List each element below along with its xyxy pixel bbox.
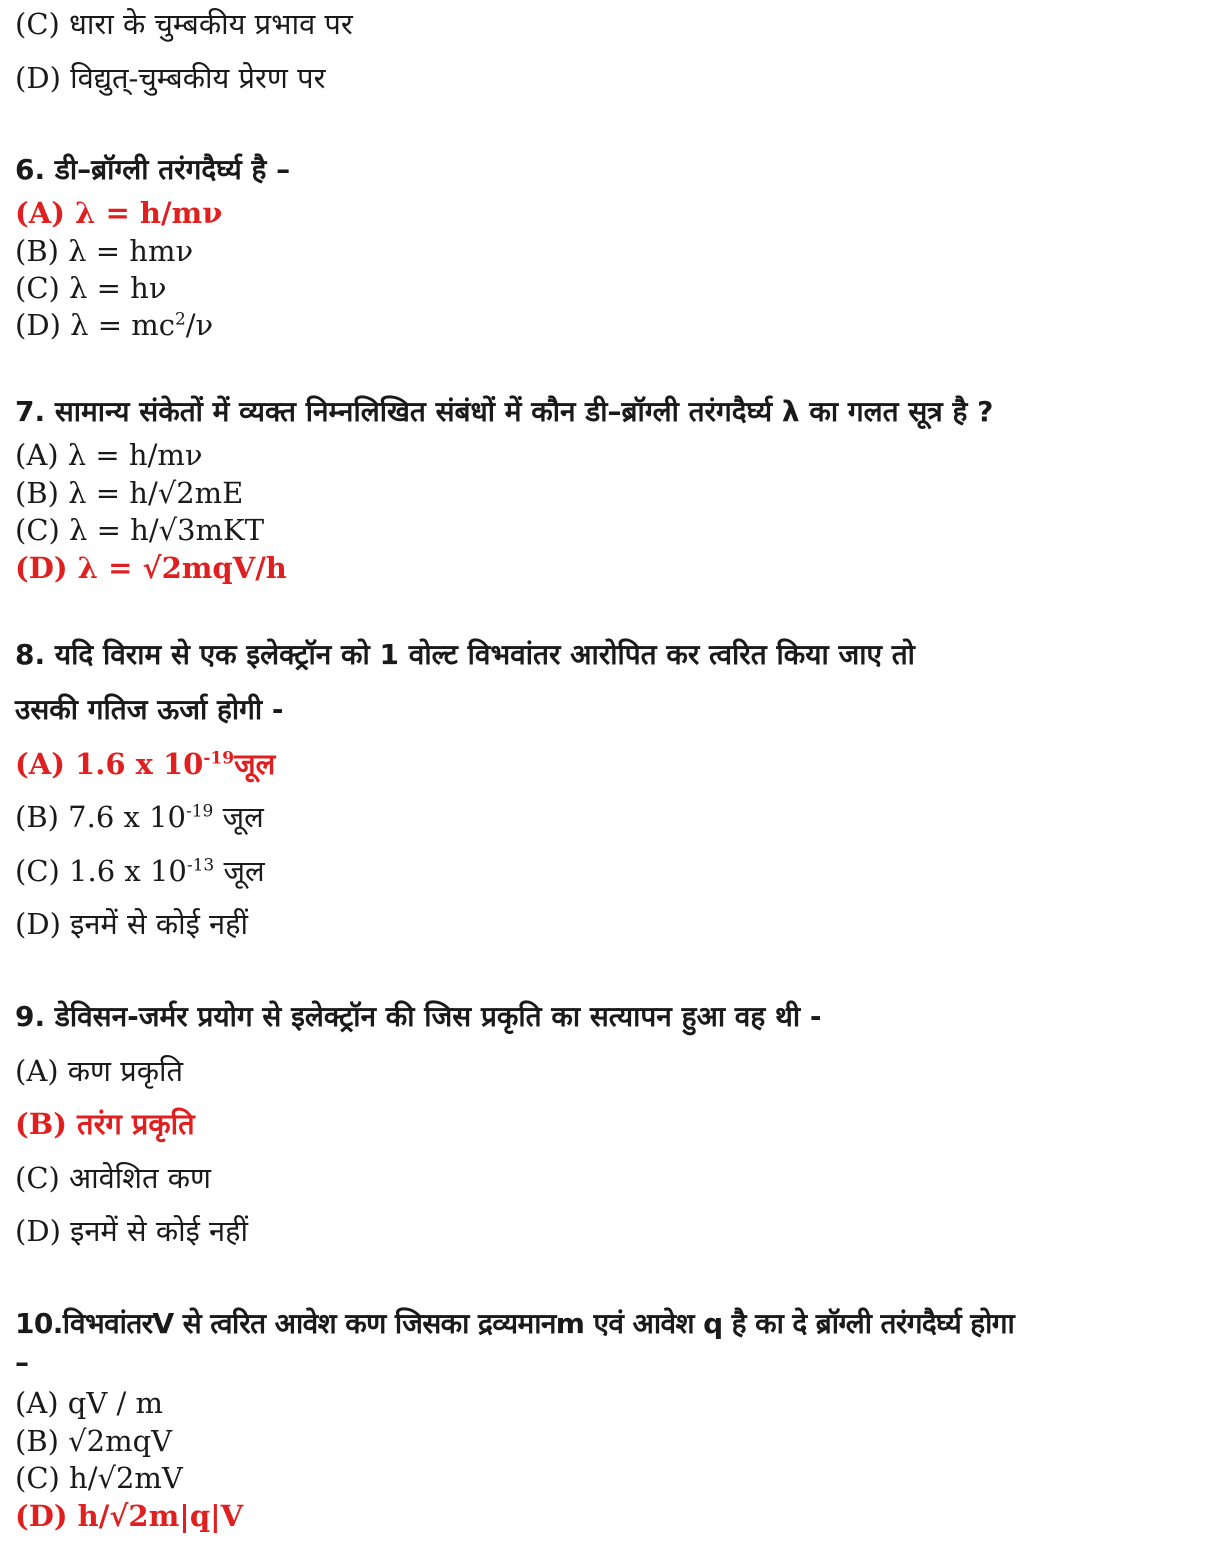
question-8-line-2: उसकी गतिज ऊर्जा होगी - xyxy=(15,693,284,726)
q9-option-d: (D) इनमें से कोई नहीं xyxy=(15,1214,249,1248)
question-6: 6. डी–ब्रॉग्ली तरंगदैर्घ्य है – xyxy=(15,153,291,186)
q8-option-a-unit: जूल xyxy=(234,747,276,781)
q8-option-c-text: (C) 1.6 x 10 xyxy=(15,854,187,888)
q7-option-d-answer: (D) λ = √2mqV/h xyxy=(15,551,287,585)
question-10-line-1: 10.विभवांतरV से त्वरित आवेश कण जिसका द्रव्यमानm एवं आवेश q है का दे ब्रॉग्ली तरंगदैर्घ्य होगा xyxy=(15,1307,1015,1340)
q8-option-b xyxy=(15,797,264,836)
q8-option-c-unit: जूल xyxy=(214,854,265,888)
q8-option-b-unit: जूल xyxy=(213,800,264,834)
q6-option-d-sup: 2 xyxy=(174,309,186,330)
q8-option-a-answer xyxy=(15,744,275,783)
q6-option-b: (B) λ = hmν xyxy=(15,234,194,268)
q9-option-c: (C) आवेशित कण xyxy=(15,1161,212,1195)
option-c-prev: (C) धारा के चुम्बकीय प्रभाव पर xyxy=(15,7,353,41)
q8-option-b-text: (B) 7.6 x 10 xyxy=(15,800,186,834)
q8-option-c-sup: -13 xyxy=(186,855,215,876)
q7-option-a: (A) λ = h/mν xyxy=(15,438,203,472)
q9-option-b-answer: (B) तरंग प्रकृति xyxy=(15,1107,195,1141)
q8-option-d: (D) इनमें से कोई नहीं xyxy=(15,907,249,941)
question-10-line-2: – xyxy=(15,1346,29,1379)
q8-option-a-sup: -19 xyxy=(203,748,235,769)
q10-option-a: (A) qV / m xyxy=(15,1386,164,1420)
option-d-prev: (D) विद्युत्-चुम्बकीय प्रेरण पर xyxy=(15,61,326,95)
q6-option-c: (C) λ = hν xyxy=(15,271,167,305)
q10-option-d-answer: (D) h/√2m|q|V xyxy=(15,1499,244,1533)
q9-option-a: (A) कण प्रकृति xyxy=(15,1054,184,1088)
q8-option-b-sup: -19 xyxy=(185,801,214,822)
question-8-line-1: 8. यदि विराम से एक इलेक्ट्रॉन को 1 वोल्ट विभवांतर आरोपित कर त्वरित किया जाए तो xyxy=(15,638,915,671)
q8-option-c xyxy=(15,851,265,890)
q7-option-c: (C) λ = h/√3mKT xyxy=(15,513,265,547)
q6-option-d xyxy=(15,308,213,342)
question-9: 9. डेविसन-जर्मर प्रयोग से इलेक्ट्रॉन की जिस प्रकृति का सत्यापन हुआ वह थी - xyxy=(15,1000,822,1033)
q10-option-b: (B) √2mqV xyxy=(15,1424,173,1458)
q10-option-c: (C) h/√2mV xyxy=(15,1461,183,1495)
q6-option-a-answer: (A) λ = h/mν xyxy=(15,196,223,230)
q7-option-b: (B) λ = h/√2mE xyxy=(15,476,244,510)
q6-option-d-text-end: /ν xyxy=(185,308,214,342)
q8-option-a-text: (A) 1.6 x 10 xyxy=(15,747,204,781)
question-7: 7. सामान्य संकेतों में व्यक्त निम्नलिखित संबंधों में कौन डी–ब्रॉग्ली तरंगदैर्घ्य λ का गलत सूत्र है ? xyxy=(15,395,994,428)
q6-option-d-text: (D) λ = mc xyxy=(15,308,175,342)
